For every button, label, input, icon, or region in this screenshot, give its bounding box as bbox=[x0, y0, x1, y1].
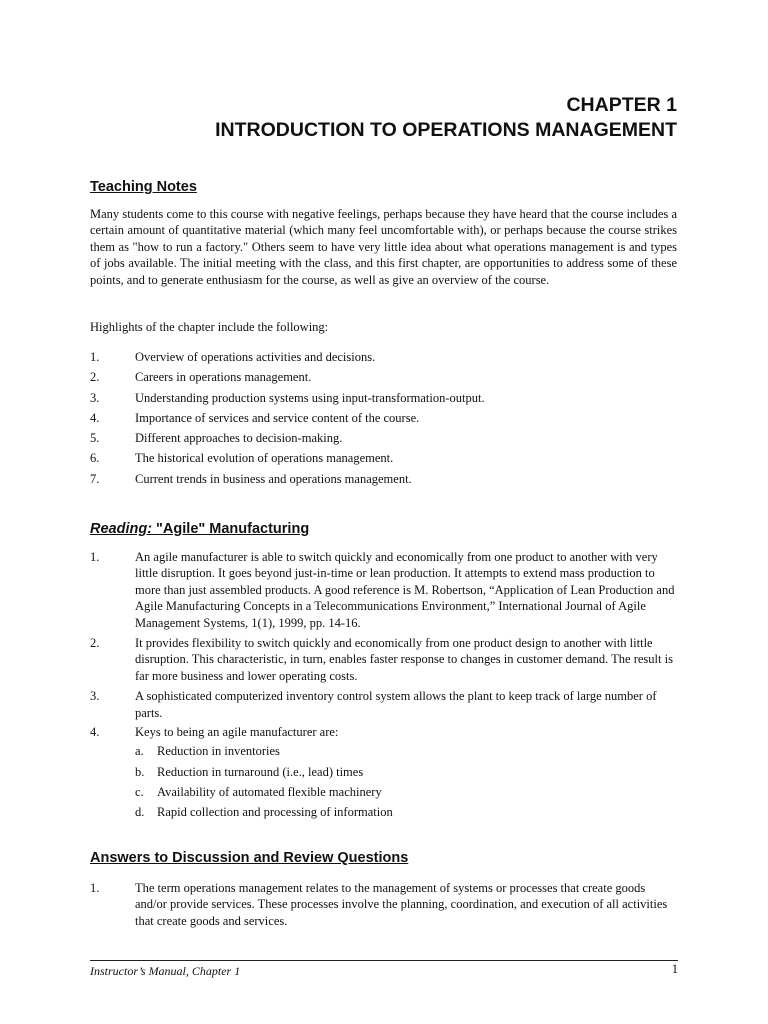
list-item-number: 6. bbox=[90, 451, 100, 466]
list-item-text: It provides flexibility to switch quickly and economically from one product design to another with little disruption. This characteristic, in turn, enables faster response to changes in customer demand. The result is far more business and lower operating costs. bbox=[135, 636, 673, 683]
sub-list-item bbox=[135, 804, 678, 824]
sub-list-letter: b. bbox=[135, 764, 145, 779]
reading-heading bbox=[90, 521, 309, 537]
reading-list bbox=[90, 549, 678, 829]
list-item bbox=[90, 724, 678, 825]
list-item bbox=[90, 549, 678, 631]
list-item bbox=[90, 349, 678, 369]
list-item-number: 3. bbox=[90, 390, 100, 405]
sub-list-text: Availability of automated flexible machinery bbox=[157, 785, 382, 800]
list-item-text: Importance of services and service content of the course. bbox=[135, 410, 420, 425]
highlights-list bbox=[90, 349, 678, 491]
sub-list-text: Reduction in inventories bbox=[157, 744, 280, 759]
sub-list-letter: a. bbox=[135, 744, 144, 759]
chapter-number: CHAPTER 1 bbox=[566, 94, 677, 116]
list-item-number: 3. bbox=[90, 689, 100, 704]
sub-list-text: Reduction in turnaround (i.e., lead) times bbox=[157, 764, 364, 779]
list-item-number: 1. bbox=[90, 550, 100, 564]
list-item-number: 1. bbox=[90, 350, 100, 364]
list-item bbox=[90, 430, 678, 450]
list-item-number: 2. bbox=[90, 370, 100, 385]
sub-list-item bbox=[135, 764, 678, 784]
sub-list-item bbox=[135, 784, 678, 804]
list-item-text: A sophisticated computerized inventory control system allows the plant to keep track of large number of parts. bbox=[135, 689, 657, 720]
chapter-title: INTRODUCTION TO OPERATIONS MANAGEMENT bbox=[215, 119, 677, 141]
list-item-text: Keys to being an agile manufacturer are: bbox=[135, 725, 339, 740]
list-item-text: An agile manufacturer is able to switch quickly and economically from one product to another with very little disruption. It goes beyond just-in-time or lean production. It attempts to extend mass production to more than just assembled products. A good reference is M. Robertson, “Application of Lean Production and Agile Manufacturing Concepts in a Telecommunications Environment,” International Journal of Agile Management Systems, 1(1), 1999, pp. 14-16. bbox=[135, 550, 675, 630]
answers-list bbox=[90, 880, 678, 929]
list-item-text: Careers in operations management. bbox=[135, 370, 312, 385]
list-item bbox=[90, 688, 678, 721]
list-item bbox=[90, 369, 678, 389]
list-item-number: 7. bbox=[90, 471, 100, 486]
list-item-text: The term operations management relates to the management of systems or processes that create goods and/or provide services. These processes involve the planning, coordination, and execution of all activities that create goods and services. bbox=[135, 881, 668, 928]
sub-list-letter: d. bbox=[135, 805, 145, 820]
list-item-text: The historical evolution of operations management. bbox=[135, 451, 394, 466]
list-item bbox=[90, 450, 678, 470]
reading-title: "Agile" Manufacturing bbox=[152, 521, 310, 537]
sub-list-text: Rapid collection and processing of information bbox=[157, 805, 393, 820]
footer-divider bbox=[90, 960, 678, 961]
chapter-header bbox=[215, 93, 677, 143]
list-item-text: Understanding production systems using input-transformation-output. bbox=[135, 390, 485, 405]
list-item-number: 5. bbox=[90, 431, 100, 446]
footer-manual-title: Instructor’s Manual, Chapter 1 bbox=[90, 964, 241, 978]
list-item-number: 4. bbox=[90, 410, 100, 425]
sub-list-letter: c. bbox=[135, 785, 144, 800]
list-item-text: Different approaches to decision-making. bbox=[135, 431, 343, 446]
answers-heading: Answers to Discussion and Review Questions bbox=[90, 850, 409, 866]
list-item bbox=[90, 410, 678, 430]
list-item-number: 2. bbox=[90, 636, 100, 651]
list-item-number: 1. bbox=[90, 881, 100, 895]
sub-list-item bbox=[135, 743, 678, 763]
teaching-notes-heading: Teaching Notes bbox=[90, 179, 197, 195]
list-item bbox=[90, 635, 678, 684]
list-item-text: Overview of operations activities and decisions. bbox=[135, 350, 376, 364]
list-item bbox=[90, 471, 678, 491]
teaching-notes-paragraph: Many students come to this course with negative feelings, perhaps because they have heard that the course includes a certain amount of quantitative material (which many feel uncomfortable with), or perhaps because the course strikes them as "how to run a factory." Others seem to have very little idea about what operations management is and types of jobs available. The initial meeting with the class, and this first chapter, are opportunities to address some of these points, and to generate enthusiasm for the course, as well as give an overview of the course. bbox=[90, 207, 677, 287]
list-item-text: Current trends in business and operations management. bbox=[135, 471, 412, 486]
reading-label: Reading: bbox=[90, 521, 153, 537]
list-item bbox=[90, 390, 678, 410]
highlights-intro: Highlights of the chapter include the following: bbox=[90, 320, 329, 334]
agile-keys-list bbox=[135, 743, 678, 824]
list-item-number: 4. bbox=[90, 725, 100, 740]
page-number: 1 bbox=[671, 962, 678, 976]
list-item bbox=[90, 880, 678, 929]
